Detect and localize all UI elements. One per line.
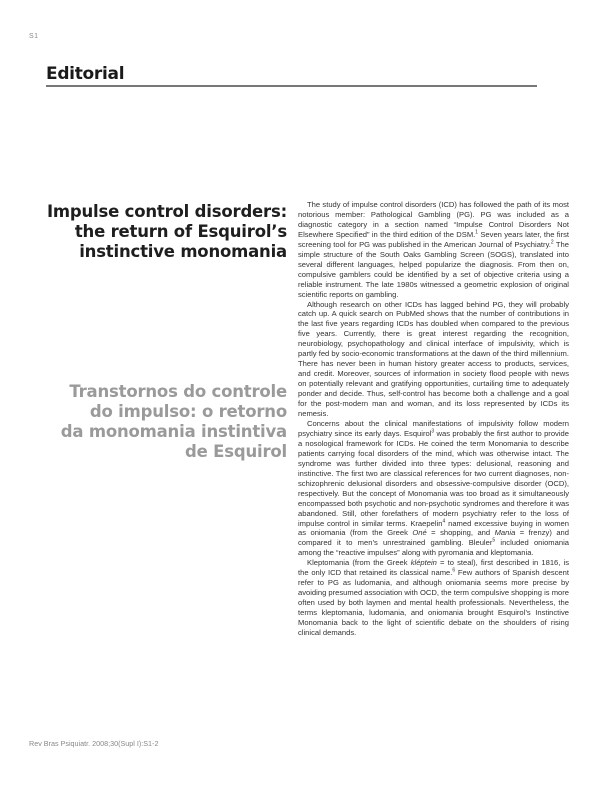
text-run: Few authors of Spanish descent refer to PG as ludomania, and although oniomania seems more precise by avoiding presumed association with OCD, the term compulsive shopping is more often used by both laymen and mental health professionals. Nevertheless, the terms kleptomania, ludomania, and oniomania brought Esquirol’s Instinctive Monomania back to the light of scientific debate on the shoulders of rising clinical demands. (298, 568, 569, 637)
reference-superscript: 3 (431, 428, 435, 435)
title-line: Transtornos do controle (69, 382, 287, 401)
italic-term: Oné (412, 528, 427, 538)
body-paragraph (298, 300, 569, 419)
title-line: instinctive monomania (79, 242, 287, 261)
body-paragraph (298, 558, 569, 638)
page-number: S1 (29, 33, 39, 40)
article-title-english (17, 202, 287, 262)
text-run: named excessive buying in women as oniomania (from the Greek (298, 518, 569, 538)
reference-superscript: 5 (492, 537, 496, 544)
text-run: = to steal), first described in 1816, is the only ICD that retained its classical name. (298, 558, 569, 578)
text-run: = shopping, and (426, 528, 495, 538)
italic-term: Mania (494, 528, 516, 538)
italic-term: kléptein (410, 558, 437, 568)
title-line: the return of Esquirol’s (74, 222, 287, 241)
title-line: da monomania instintiva (60, 422, 287, 441)
journal-citation: Rev Bras Psiquiatr. 2008;30(Supl I):S1-2 (29, 739, 159, 748)
text-run: Although research on other ICDs has lagged behind PG, they will probably catch up. A quick search on PubMed shows that the number of contributions in the last five years regarding ICDs has doubled when compared to the previous five years. Currently, there is great interest regarding the recognition, neurobiology, psychopathology and clinical interface of impulsivity, which is partly fed by socio-economic transformations at the dawn of the third millennium. There has never been in human history greater access to products, services, and credit. Moreover, sources of information in society flood people with news on potentially relevant and gratifying opportunities, curtailing time to adequately ponder and decide. Thus, self-control has become both a challenge and a goal for the post-modern man and woman, and its loss represented by ICDs its nemesis. (298, 299, 569, 419)
text-run: Seven years later, the first screening tool for PG was published in the American Journal of Psychiatry. (298, 229, 569, 249)
section-title: Editorial (46, 64, 125, 84)
article-body (298, 200, 569, 638)
text-run: The study of impulse control disorders (ICD) has followed the path of its most notorious member: Pathological Gambling (PG). PG was included as a diagnostic category in a section named “Impulse Control Disorders Not Elsewhere Specified” in the third edition of the DSM. (298, 200, 569, 239)
text-run: The simple structure of the South Oaks Gambling Screen (SOGS), translated into several different languages, helped popularize the diagnosis. From then on, compulsive gamblers could be identified by a set of objective criteria using a reliable instrument. The late 1980s witnessed a geometric explosion of original scientific reports on gambling. (298, 239, 569, 299)
reference-superscript: 6 (452, 567, 456, 574)
section-header (46, 64, 537, 87)
reference-superscript: 2 (550, 239, 554, 246)
text-run: was probably the first author to provide a nosological framework for ICDs. He coined the term Monomania to describe patients carrying focal disorders of the mind, which was otherwise intact. The syndrome was further divided into three types: delusional, reasoning and instinctive. The first two are classical references for two current diagnoses, non-schizophrenic delusional disorders and obsessive-compulsive disorder (OCD), respectively. But the concept of Monomania was too broad as it simultaneously encompassed both psychotic and non-psychotic syndromes and therefore it was abandoned. Still, other forefathers of modern psychiatry refer to the loss of impulse control in similar terms. Kraepelin (298, 428, 569, 528)
title-line: do impulso: o retorno (89, 402, 287, 421)
text-run: Concerns about the clinical manifestations of impulsivity follow modern psychiatry since its early days. Esquirol (298, 418, 569, 438)
body-paragraph (298, 200, 569, 300)
text-run: Kleptomania (from the Greek (307, 558, 411, 568)
body-paragraph (298, 419, 569, 558)
title-line: de Esquirol (185, 442, 287, 461)
text-run: included oniomania among the “reactive impulses” along with pyromania and kleptomania. (298, 538, 569, 558)
title-line: Impulse control disorders: (46, 202, 287, 221)
reference-superscript: 1 (475, 229, 479, 236)
text-run: = frenzy) and compared it to men’s unrestrained gambling. Bleuler (298, 528, 570, 548)
article-title-portuguese (17, 382, 287, 462)
reference-superscript: 4 (442, 517, 446, 524)
